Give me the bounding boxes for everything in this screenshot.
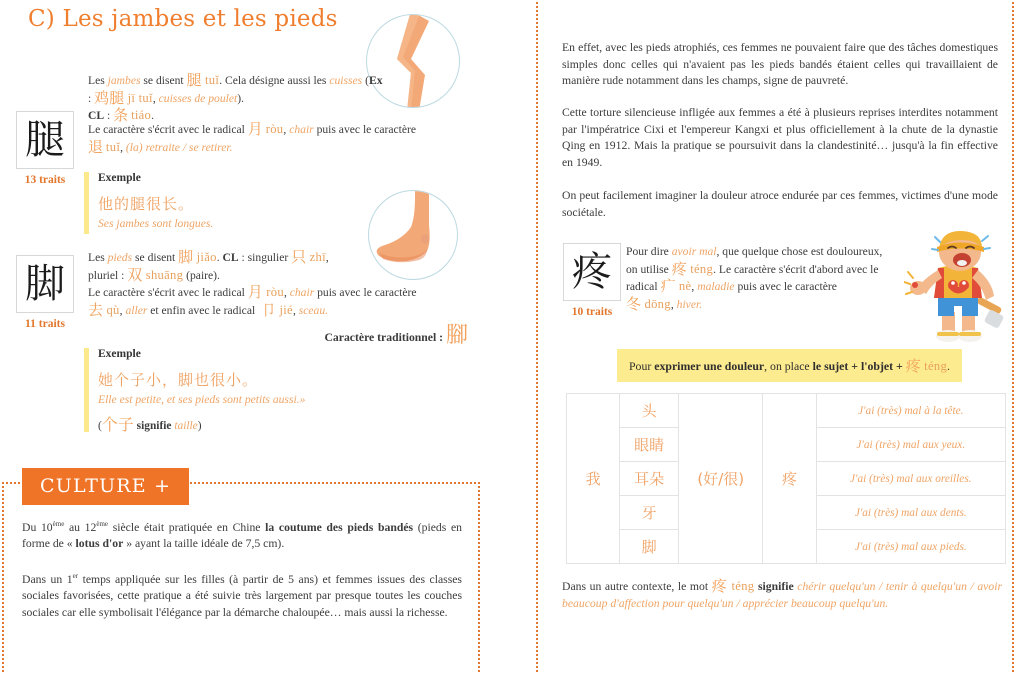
fn-hanzi: 疼 bbox=[711, 577, 728, 595]
cell-subject: 我 bbox=[567, 394, 620, 564]
pinyin-qu: qù bbox=[103, 302, 120, 317]
note-hanzi: 个子 bbox=[101, 415, 134, 434]
cp1c: siècle était pratiquée en Chine bbox=[108, 520, 266, 534]
pinyin-jitui: jī tuǐ bbox=[124, 90, 153, 105]
right-page bbox=[512, 0, 1024, 674]
example-chinese: 她个子小，脚也很小。 bbox=[98, 371, 259, 389]
hanzi-ne: 疒 bbox=[660, 277, 676, 295]
cp2b: temps appliquée sur les filles (à partir de 5 ans) et femmes issues des classes sociales favorisées, cette pratique a été suivie très largement par presque toutes les couches sociales car elle symbolisait l'élégance par la démarche chaloupée… mais aussi la richesse. bbox=[22, 572, 462, 619]
text-les: Les bbox=[88, 74, 108, 87]
right-paragraph-1 bbox=[562, 40, 998, 90]
stroke-count: 10 traits bbox=[571, 306, 613, 318]
hanzi-zhi: 只 bbox=[291, 248, 307, 266]
pinyin-jie: jié bbox=[276, 302, 293, 317]
t6: pluriel : bbox=[88, 268, 128, 282]
t13: , bbox=[292, 303, 299, 317]
pinyin-rou: ròu bbox=[262, 285, 284, 299]
text-dot1: . bbox=[151, 109, 155, 122]
t1: Les bbox=[88, 251, 108, 264]
cp1sup1: ème bbox=[52, 520, 65, 528]
entry-radical-jiao bbox=[88, 284, 468, 319]
entry-radical-tui bbox=[88, 121, 468, 156]
hanzi-rou: 月 bbox=[247, 120, 263, 138]
example-french: Elle est petite, et ses pieds sont petits aussi.» bbox=[98, 393, 306, 406]
footer-note bbox=[562, 578, 1002, 612]
hanzi-tui: 腿 bbox=[186, 71, 202, 89]
gloss-sceau: sceau. bbox=[298, 303, 329, 317]
pinyin-zhi: zhī bbox=[306, 250, 326, 264]
fn-b: signifie bbox=[754, 580, 798, 593]
cell-object: 眼睛 bbox=[620, 428, 679, 462]
pinyin-shuang: shuāng bbox=[142, 267, 184, 282]
boy-svg bbox=[904, 228, 1012, 346]
right-frame-right bbox=[1012, 2, 1014, 672]
t2: se disent bbox=[132, 251, 179, 264]
rule-pinyin: téng bbox=[924, 359, 948, 373]
rule-b: , on place bbox=[764, 359, 813, 373]
grammar-rule-highlight bbox=[617, 349, 962, 382]
example-french: Ses jambes sont longues. bbox=[98, 217, 214, 230]
cell-translation: J'ai (très) mal aux yeux. bbox=[816, 428, 1005, 462]
gloss-la: (la) bbox=[125, 140, 143, 154]
cell-translation: J'ai (très) mal aux oreilles. bbox=[816, 462, 1005, 496]
entry-explanation-tui bbox=[88, 72, 383, 125]
stroke-count: 11 traits bbox=[25, 318, 65, 330]
hanzi-card-teng bbox=[561, 243, 623, 318]
pinyin-teng-val: téng bbox=[690, 261, 714, 276]
page-title: C) Les jambes et les pieds bbox=[28, 6, 338, 32]
culture-badge bbox=[22, 468, 189, 505]
te-y: , bbox=[670, 297, 677, 311]
cp1e: » ayant la taille idéale de 7,5 cm). bbox=[123, 537, 285, 551]
cell-object: 耳朵 bbox=[620, 462, 679, 496]
pinyin-tiao: tiáo bbox=[131, 108, 152, 122]
pinyin-tui2: tuǐ bbox=[105, 139, 121, 154]
rp3-text: On peut facilement imaginer la douleur atroce endurée par ces femmes, victimes d'une mode sociétale. bbox=[562, 189, 998, 219]
example-note bbox=[98, 412, 388, 435]
text-cela: . Cela désigne aussi les bbox=[219, 74, 330, 87]
label-cl: CL bbox=[222, 251, 239, 264]
traditional-label: Caractère traditionnel : bbox=[324, 331, 446, 344]
pinyin-rou: ròu bbox=[265, 122, 284, 136]
te-b: , que quelque chose est douloureux, on utilise bbox=[626, 245, 883, 276]
hanzi-tui-retraite: 退 bbox=[88, 137, 104, 156]
note-gloss: taille bbox=[174, 420, 198, 432]
pinyin-jiao: jiǎo bbox=[193, 250, 217, 264]
rule-c: . bbox=[947, 359, 950, 373]
culture-paragraph-1 bbox=[22, 516, 462, 553]
fn-it: chérir quelqu'un / tenir à quelqu'un / avoir beaucoup d'affection pour quelqu'un / apprécier beaucoup quelqu'un. bbox=[562, 580, 1003, 610]
example-label: Exemple bbox=[98, 172, 141, 184]
traditional-character-note bbox=[200, 323, 468, 348]
cell-object: 脚 bbox=[620, 530, 679, 564]
text-close: ). bbox=[237, 91, 244, 105]
example-block-jiao bbox=[84, 348, 388, 432]
culture-badge-label: CULTURE + bbox=[40, 475, 172, 497]
te-c: . Le caractère s'écrit d'abord avec le radical bbox=[626, 262, 879, 293]
hanzi-jie: 卩 bbox=[261, 300, 277, 319]
cell-translation: J'ai (très) mal aux dents. bbox=[816, 496, 1005, 530]
t12: et enfin avec le radical bbox=[147, 303, 261, 317]
gloss-chair: chair bbox=[289, 286, 315, 299]
cell-object: 牙 bbox=[620, 496, 679, 530]
pinyin-ne-val: nè bbox=[678, 279, 692, 293]
note-close: ) bbox=[197, 420, 202, 432]
culture-frame-right bbox=[478, 482, 480, 672]
table-row bbox=[567, 394, 1006, 428]
cp1d: (pieds en forme de « bbox=[22, 520, 462, 551]
gloss-hiver: hiver. bbox=[676, 297, 703, 311]
cp2sup: er bbox=[72, 572, 79, 580]
cp1bold2: lotus d'or bbox=[75, 537, 124, 551]
t9: , bbox=[283, 286, 290, 299]
hanzi-teng: 疼 bbox=[671, 259, 687, 278]
cp1bold: la coutume des pieds bandés bbox=[265, 520, 414, 534]
entry-explanation-jiao bbox=[88, 249, 388, 284]
cell-translation: J'ai (très) mal à la tête. bbox=[816, 394, 1005, 428]
pinyin-tui: tuǐ bbox=[201, 73, 220, 87]
fn-a: Dans un autre contexte, le mot bbox=[562, 580, 712, 593]
gloss-retraite: retraite / se retirer. bbox=[142, 140, 233, 154]
traditional-hanzi: 腳 bbox=[445, 323, 468, 348]
t10: puis avec le caractère bbox=[314, 286, 417, 299]
culture-frame-left bbox=[2, 482, 4, 672]
cp1b: au 12 bbox=[64, 520, 97, 534]
t11: , bbox=[119, 303, 126, 317]
text-puis: puis avec le caractère bbox=[313, 123, 417, 136]
t8: Le caractère s'écrit avec le radical bbox=[88, 286, 248, 299]
rule-bold2: le sujet + l'objet + bbox=[812, 359, 906, 373]
cell-object: 头 bbox=[620, 394, 679, 428]
rp1-text: En effet, avec les pieds atrophiés, ces femmes ne pouvaient faire que des tâches domestiques simples donc celles qui n'avaient pas les pieds bandés étaient celles qui travaillaient de manière rude notamment dans les champs, signe de pauvreté. bbox=[562, 41, 998, 87]
hanzi-glyph: 脚 bbox=[16, 255, 74, 313]
rule-a: Pour bbox=[629, 359, 655, 373]
fn-pinyin: téng bbox=[731, 579, 755, 593]
hanzi-jitui: 鸡腿 bbox=[94, 88, 125, 107]
hanzi-shuang: 双 bbox=[127, 265, 143, 284]
te-a: Pour dire bbox=[626, 245, 672, 258]
hanzi-rou: 月 bbox=[247, 283, 263, 301]
example-block-tui bbox=[84, 172, 348, 234]
gloss-maladie: maladie bbox=[697, 280, 735, 293]
hanzi-card-tui bbox=[14, 111, 76, 186]
text-c2: , bbox=[120, 140, 126, 154]
text-paren: ( bbox=[362, 74, 369, 87]
gloss-cuisses-poulet: cuisses de poulet bbox=[158, 91, 238, 105]
label-ex: Ex bbox=[368, 74, 383, 87]
stroke-count: 13 traits bbox=[24, 174, 66, 186]
entry-explanation-teng bbox=[626, 243, 884, 313]
note-signifie: signifie bbox=[133, 420, 175, 432]
text-cl-colon: : bbox=[104, 109, 114, 122]
note-open: ( bbox=[98, 420, 102, 432]
rule-bold1: exprimer une douleur bbox=[654, 359, 765, 373]
cell-degree: (好/很) bbox=[679, 394, 763, 564]
cell-verb: 疼 bbox=[763, 394, 816, 564]
text-radical-intro: Le caractère s'écrit avec le radical bbox=[88, 123, 248, 136]
hanzi-glyph: 腿 bbox=[16, 111, 74, 169]
right-paragraph-3 bbox=[562, 188, 998, 221]
word-cuisses: cuisses bbox=[329, 74, 363, 87]
t7: (paire). bbox=[183, 268, 220, 282]
hanzi-dong: 冬 bbox=[626, 294, 642, 313]
text-c1: , bbox=[283, 123, 290, 136]
cp1sup2: ème bbox=[96, 520, 109, 528]
word-jambes: jambes bbox=[107, 74, 141, 87]
pain-pattern-table bbox=[566, 393, 1006, 564]
example-chinese: 他的腿很长。 bbox=[98, 195, 195, 213]
hanzi-glyph: 疼 bbox=[563, 243, 621, 301]
pinyin-dong-val: dōng bbox=[644, 296, 671, 311]
hanzi-qu: 去 bbox=[88, 300, 104, 319]
t4: : singulier bbox=[238, 251, 292, 264]
te-d: puis avec le caractère bbox=[734, 280, 837, 293]
cp1a: Du 10 bbox=[22, 520, 53, 534]
gloss-chair: chair bbox=[289, 123, 314, 136]
right-paragraph-2 bbox=[562, 105, 998, 171]
label-cl: CL bbox=[88, 109, 105, 122]
crying-boy-hurt-hand-illustration bbox=[904, 228, 1012, 346]
culture-paragraph-2 bbox=[22, 568, 462, 621]
cp2a: Dans un 1 bbox=[22, 572, 73, 586]
hanzi-jiao: 脚 bbox=[178, 248, 194, 266]
text-comma: , bbox=[152, 91, 159, 105]
text-colon: : bbox=[88, 91, 95, 105]
te-x: , bbox=[691, 280, 698, 293]
rp2-text: Cette torture silencieuse infligée aux femmes a été à plusieurs reprises interdites notamment par l'impératrice Cixi et l'empereur Kangxi et plus officiellement à la chute de la dynastie Qing en 1912. Mais la pratique se poursuivit dans la clandestinité… jusqu'à la fin effective en 1949. bbox=[562, 106, 998, 169]
t3: . bbox=[216, 251, 223, 264]
hanzi-card-jiao bbox=[14, 255, 76, 330]
right-frame-left bbox=[536, 2, 538, 672]
hanzi-tiao: 条 bbox=[113, 106, 129, 124]
example-label: Exemple bbox=[98, 348, 141, 360]
rule-hanzi: 疼 bbox=[905, 357, 921, 375]
te-it1: avoir mal bbox=[671, 245, 717, 258]
text-se-disent: se disent bbox=[140, 74, 187, 87]
gloss-aller: aller bbox=[125, 303, 148, 317]
t5: , bbox=[325, 251, 329, 264]
cell-translation: J'ai (très) mal aux pieds. bbox=[816, 530, 1005, 564]
word-pieds: pieds bbox=[107, 251, 133, 264]
